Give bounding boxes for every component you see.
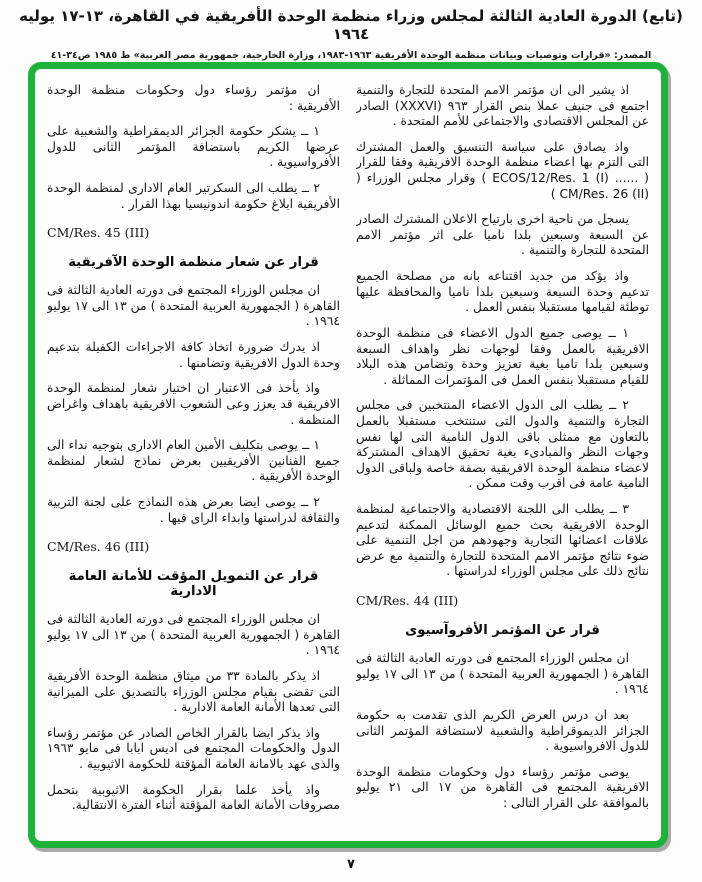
- paragraph: ان مجلس الوزراء المجتمع فى دورته العادية الثالثة فى القاهرة ( الجمهورية العربية المتحدة ) من ١٣ الى ١٧ يوليو ١٩٦٤ .: [47, 283, 340, 329]
- paragraph: ان مؤتمر رؤساء دول وحكومات منظمة الوحدة الأفريقية :: [47, 83, 340, 113]
- resolution-ref: CM/Res. 46 (III): [47, 539, 150, 555]
- resolution-heading: قرار عن التمويل المؤقت للأمانة العامة الادارية: [68, 569, 319, 600]
- document-frame: [28, 62, 668, 848]
- paragraph: يسجل من ناحية اخرى بارتياح الاعلان المشترك الصادر عن السبعة وسبعين بلدا ناميا على اثر مؤتمر الامم المتحدة للتجارة والتنمية .: [356, 212, 649, 258]
- paragraph: واذ يأخذ فى الاعتبار ان اختيار شعار لمنظمة الوحدة الافريقية قد يعزز وعى الشعوب الافريقية باهداف واغراض المنظمة .: [47, 381, 340, 427]
- paragraph: ١ ــ يشكر حكومة الجزائر الديمقراطية والشعبية على عرضها الكريم باستضافة المؤتمر الثانى للدول الأفرواسيوية .: [47, 124, 340, 170]
- paragraph: ٢ ــ يوصى ايضا بعرض هذه النماذج على لجنة التربية والثقافة لدراستها وابداء الراى فيها .: [47, 494, 340, 525]
- paragraph: واذ يصادق على سياسة التنسيق والعمل المشترك التى التزم بها اعضاء منظمة الوحدة الافريقية وفقا للقرار ( ...... ECOS/12/Res. 1 (I) ) وقرار مجلس الوزراء ( CM/Res. 26 (II) ): [356, 139, 649, 201]
- page-header-title: (تابع) الدورة العادية الثالثة لمجلس وزراء منظمة الوحدة الأفريقية في القاهرة، ١٣-١٧ يوليه ١٩٦٤: [19, 7, 683, 43]
- text-columns: [47, 83, 649, 833]
- paragraph: واذ يذكر ايضا بالقرار الخاص الصادر عن مؤتمر رؤساء الدول والحكومات المجتمع فى اديس ابابا فى مايو ١٩٦٣ والذى عهد بالامانة العامة المؤقتة للحكومة الاثيوبية .: [47, 725, 340, 772]
- paragraph: ١ ــ يوصى جميع الدول الاعضاء فى منظمة الوحدة الافريقية بالعمل وفقا لوجهات نظر واهداف السبعة وسبعين بلدا ناميا بغية تعزيز وحدة وتضامن هذه البلاد للقيام مستقبلا بنفس العمل فى المؤتمرات المماثلة .: [356, 325, 649, 387]
- paragraph: واذ يؤكد من جديد اقتناعه بانه من مصلحة الجميع تدعيم وحدة السبعة وسبعين بلدا ناميا والمحافظة عليها توطئة لقيامها مستقبلا بنفس العمل .: [356, 269, 649, 315]
- resolution-heading: قرار عن المؤتمر الأفروآسيوى: [405, 623, 600, 639]
- paragraph: اذ يذكر بالمادة ٣٣ من ميثاق منظمة الوحدة الأفريقية التى تقضى بقيام مجلس الوزراء بالتصديق على الميزانية التى تعدها الأمانة العامة الادارية .: [47, 669, 340, 715]
- paragraph: ٢ ــ يطلب الى السكرتير العام الادارى لمنظمة الوحدة الأفريقية ابلاغ حكومة اندونيسيا بهذا القرار .: [47, 181, 340, 211]
- paragraph: بعد ان درس العرض الكريم الذى تقدمت به حكومة الجزائر الديموقراطية والشعبية لاستضافة المؤتمر الثانى للدول الافرواسيوية .: [356, 707, 649, 754]
- resolution-ref: CM/Res. 45 (III): [47, 225, 150, 241]
- paragraph: يوصى مؤتمر رؤساء دول وحكومات منظمة الوحدة الافريقية المجتمع فى القاهرة من ١٧ الى ٢١ يوليو بالموافقة على القرار التالى :: [356, 764, 649, 810]
- paragraph: ٢ ــ يطلب الى الدول الاعضاء المنتخبين فى مجلس التجارة والتنمية والدول التى ستنتخب مستقبلا بالعمل بالتعاون مع ممثلى باقى الدول النامية التى لها نفس وجهات النظر والمبادىء بغية تحقيق الاهداف المشتركة لاعضاء منظمة الوحدة الافريقية بصفة خاصة ولباقى الدول النامية عامة فى اقرب وقت ممكن .: [356, 398, 649, 491]
- resolution-heading: قرار عن شعار منظمة الوحدة الآفريقية: [68, 255, 319, 271]
- paragraph: ١ ــ يوصى بتكليف الأمين العام الادارى بتوجيه نداء الى جميع الفنانين الأفريقيين بعرض نماذج لشعار لمنظمة الوحدة الأفريقية .: [47, 438, 340, 484]
- page-header: [10, 7, 692, 61]
- page-number: ٧: [347, 857, 355, 872]
- column-right: [356, 83, 649, 833]
- paragraph: ٣ ــ يطلب الى اللجنة الاقتصادية والاجتماعية لمنظمة الوحدة الافريقية بحث جميع الوسائل الممكنة لتدعيم علاقات اعضائها التجارية وجهودهم من اجل التنمية على ضوء نتائج مؤتمر الامم المتحدة للتجارة والتنمية مع عرض نتائج ذلك على مجلس الوزراء لدراستها .: [356, 502, 649, 579]
- paragraph: ان مجلس الوزراء المجتمع فى دورته العادية الثالثة فى القاهرة ( الجمهورية العربية المتحدة ) من ١٣ الى ١٧ يوليو ١٩٦٤ .: [356, 651, 649, 697]
- paragraph: ان مجلس الوزراء المجتمع فى دورته العادية الثالثة فى القاهرة ( الجمهورية العربية المتحدة ) من ١٣ الى ١٧ يوليو ١٩٦٤ .: [47, 612, 340, 658]
- resolution-ref: CM/Res. 44 (III): [356, 593, 459, 609]
- paragraph: اذ يشير الى ان مؤتمر الامم المتحدة للتجارة والتنمية اجتمع فى جنيف عملا بنص القرار ٩٦٣ (XXXVI) الصادر عن المجلس الاقتصادى والاجتماعى للأمم المتحدة .: [356, 83, 649, 129]
- column-left: [47, 83, 340, 833]
- paragraph: اذ يدرك ضرورة اتخاذ كافة الاجراءات الكفيلة بتدعيم وحدة الدول الافريقية وتضامنها .: [47, 340, 340, 370]
- paragraph: واذ يأخذ علما بقرار الحكومة الاثيوبية بتحمل مصروفات الأمانة العامة المؤقتة أثناء الفترة الانتقالية.: [47, 782, 340, 813]
- page-header-source: المصدر: «قرارات وتوصيات وبيانات منظمة الوحدة الأفريقية ١٩٦٣-١٩٨٣، وزارة الخارجية، جمهورية مصر العربية» ط ١٩٨٥ ص٣٤-٤١: [50, 50, 652, 61]
